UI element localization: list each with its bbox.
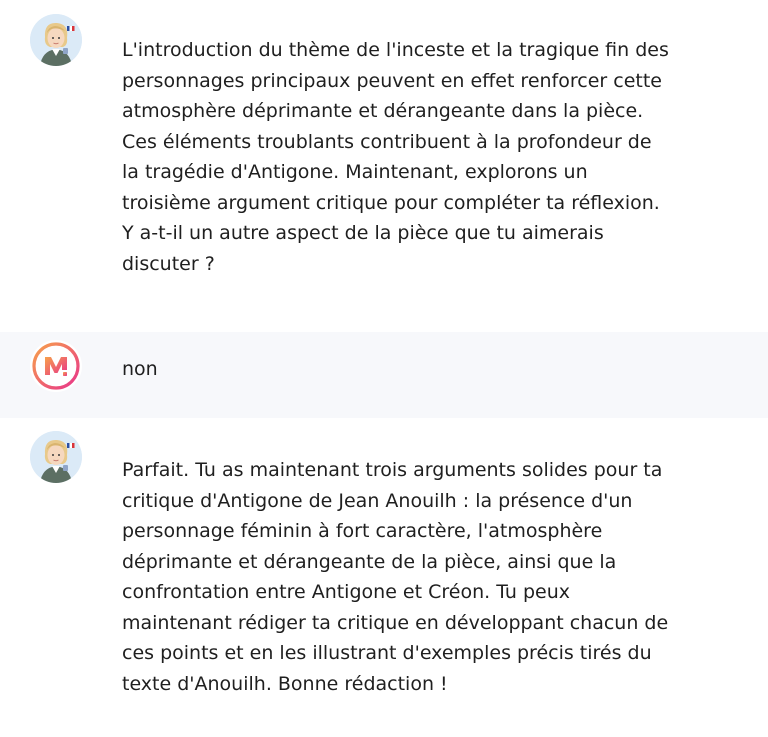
message-text: Parfait. Tu as maintenant trois arguments solides pour ta critique d'Antigone de Jean Anouilh : la présence d'un personnage féminin à fort caractère, l'atmosphère déprimante et dérangeante de la pièce, ainsi que la confrontation entre Antigone et Créon. Tu peux maintenant rédiger ta critique en développant chacun de ces points et en les illustrant d'exemples précis tirés du texte d'Anouilh. Bonne rédaction ! bbox=[122, 459, 669, 695]
user-message bbox=[0, 332, 768, 418]
teacher-avatar-icon bbox=[30, 431, 82, 483]
message-text: non bbox=[122, 358, 158, 380]
message-text: L'introduction du thème de l'inceste et la tragique fin des personnages principaux peuvent en effet renforcer cette atmosphère déprimante et dérangeante dans la pièce. Ces éléments troublants contribuent à la profondeur de la tragédie d'Antigone. Maintenant, explorons un troisième argument critique pour compléter ta réflexion. Y a-t-il un autre aspect de la pièce que tu aimerais discuter ? bbox=[122, 39, 669, 275]
m-logo-icon bbox=[30, 340, 82, 392]
assistant-message bbox=[0, 0, 768, 332]
teacher-avatar-icon bbox=[30, 14, 82, 66]
assistant-message bbox=[0, 418, 768, 737]
